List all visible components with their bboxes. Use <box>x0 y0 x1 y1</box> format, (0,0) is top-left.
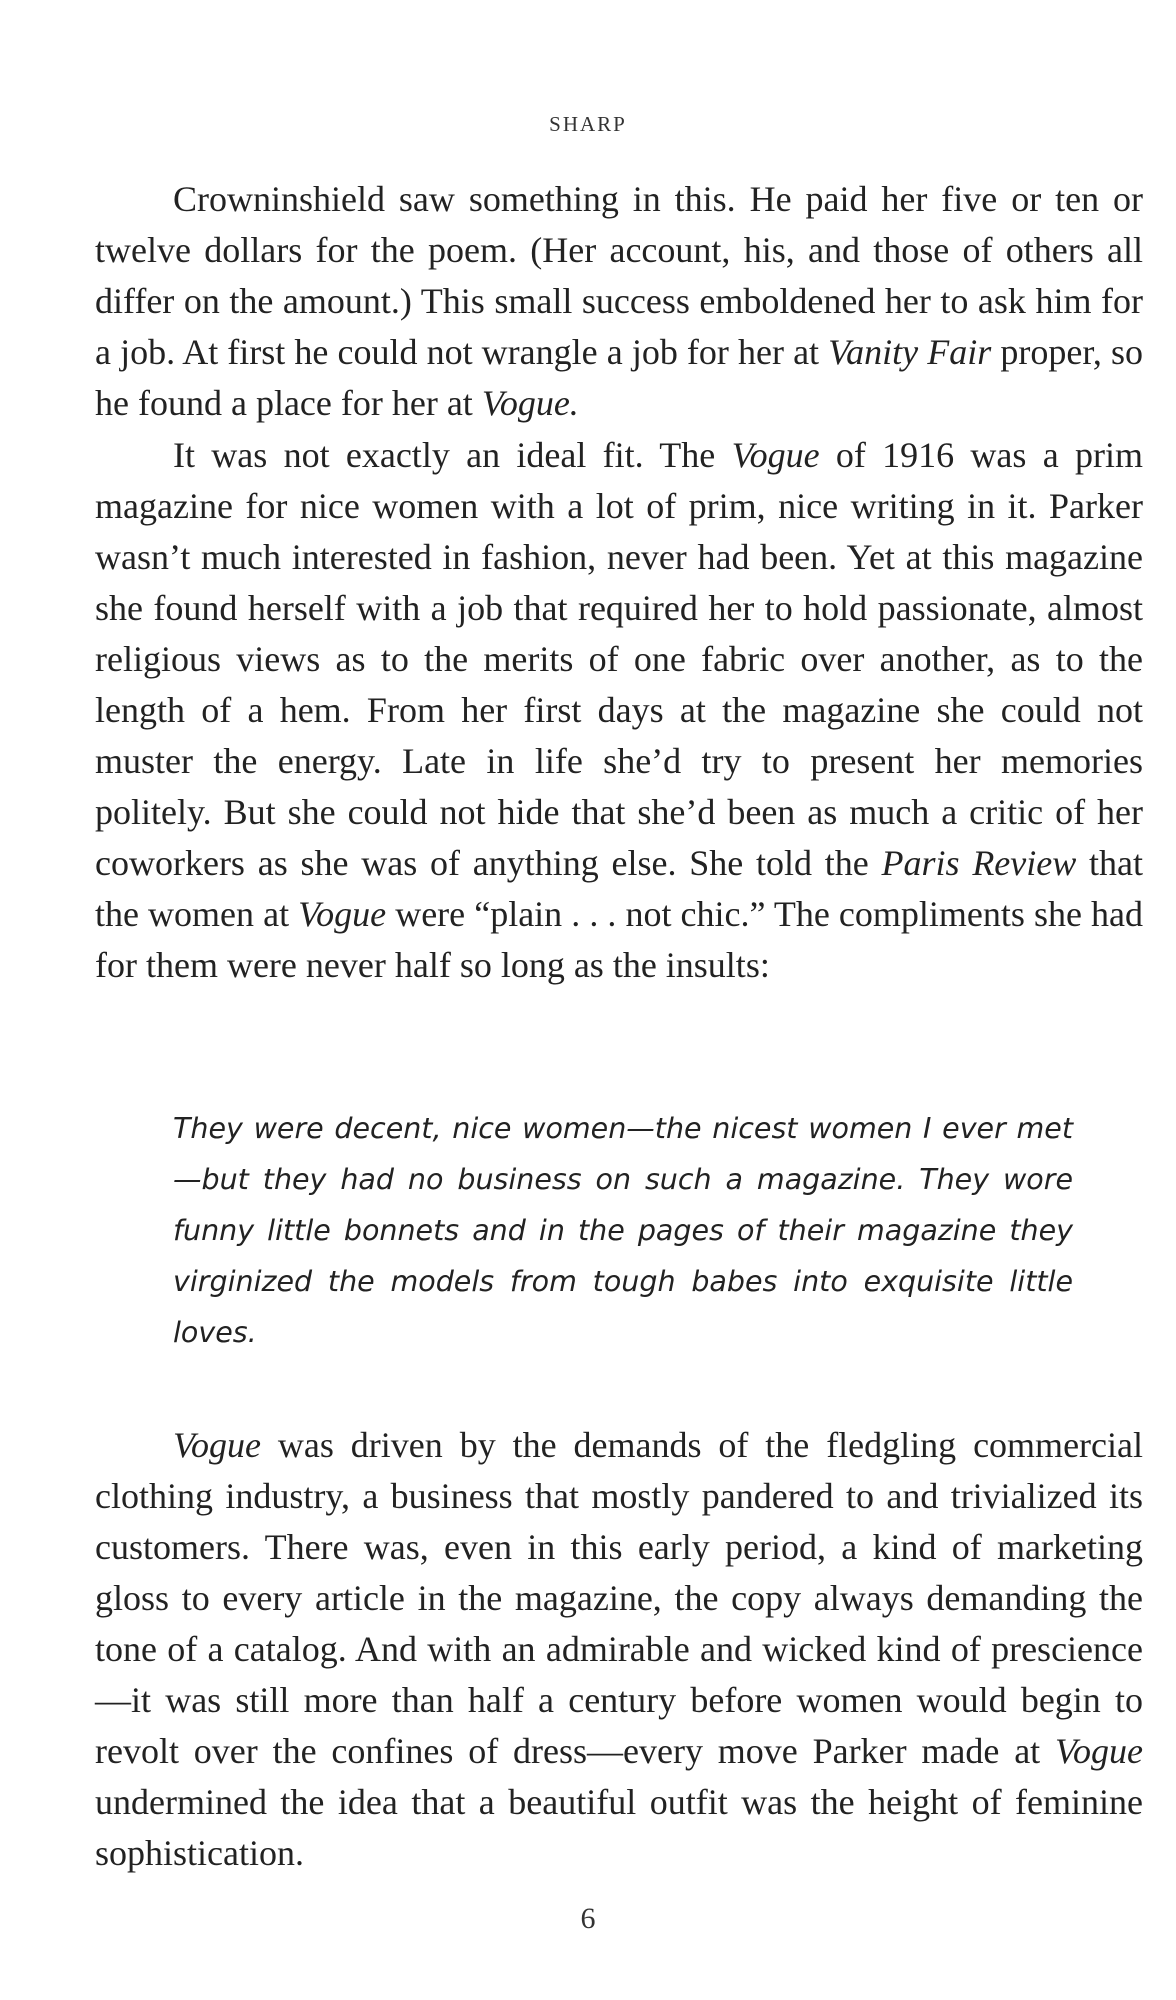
paragraph-2 <box>95 430 1143 991</box>
paragraph-1-italic-vanity-fair: Vanity Fair <box>828 332 992 372</box>
block-quote <box>173 1103 1073 1358</box>
paragraph-3-italic-vogue-1: Vogue <box>173 1425 261 1465</box>
paragraph-2-text <box>95 430 1143 991</box>
paragraph-3-text <box>95 1420 1143 1879</box>
paragraph-2-italic-vogue-1: Vogue <box>731 435 820 475</box>
paragraph-2-span-3: that the women at <box>95 843 1144 934</box>
paragraph-3 <box>95 1420 1143 1879</box>
paragraph-2-span-1: It was not exactly an ideal fit. The <box>173 435 732 475</box>
paragraph-3-span-1: was driven by the demands of the fledgling commercial clothing industry, a business that mostly pandered to and trivialized its customers. There was, even in this early period, a kind of marketing gloss to every article in the magazine, the copy always demanding the tone of a catalog. And with an admirable and wicked kind of prescience—it was still more than half a century before women would begin to revolt over the confines of dress—every move Parker made at <box>95 1425 1143 1771</box>
running-head: SHARP <box>549 112 627 136</box>
block-quote-text: They were decent, nice women—the nicest women I ever met—but they had no business on such a magazine. They wore funny little bonnets and in the pages of their magazine they virginized the models from tough babes into exquisite little loves. <box>173 1112 1073 1349</box>
paragraph-3-italic-vogue-2: Vogue <box>1055 1731 1143 1771</box>
paragraph-2-span-2: of 1916 was a prim magazine for nice women with a lot of prim, nice writing in it. Parker wasn’t much interested in fashion, never had been. Yet at this magazine she found herself with a job that required her to hold passionate, almost religious views as to the merits of one fabric over another, as to the length of a hem. From her first days at the magazine she could not muster the energy. Late in life she’d try to present her memories politely. But she could not hide that she’d been as much a critic of her coworkers as she was of anything else. She told the <box>95 435 1143 883</box>
paragraph-3-span-2: undermined the idea that a beautiful outfit was the height of feminine sophistication. <box>95 1782 1143 1873</box>
paragraph-1-italic-vogue: Vogue. <box>481 383 579 423</box>
paragraph-2-italic-paris-review: Paris Review <box>881 843 1077 883</box>
paragraph-1 <box>95 174 1143 429</box>
paragraph-1-text <box>95 174 1143 429</box>
paragraph-1-span-2: proper, so he found a place for her at <box>95 332 1143 423</box>
paragraph-2-italic-vogue-2: Vogue <box>298 894 387 934</box>
paragraph-1-span-1: Crowninshield saw something in this. He paid her five or ten or twelve dollars for the poem. (Her account, his, and those of others all differ on the amount.) This small success emboldened her to ask him for a job. At first he could not wrangle a job for her at <box>95 179 1143 372</box>
page-number: 6 <box>580 1902 596 1935</box>
paragraph-2-span-4: were “plain . . . not chic.” The compliments she had for them were never half so long as the insults: <box>95 894 1143 985</box>
